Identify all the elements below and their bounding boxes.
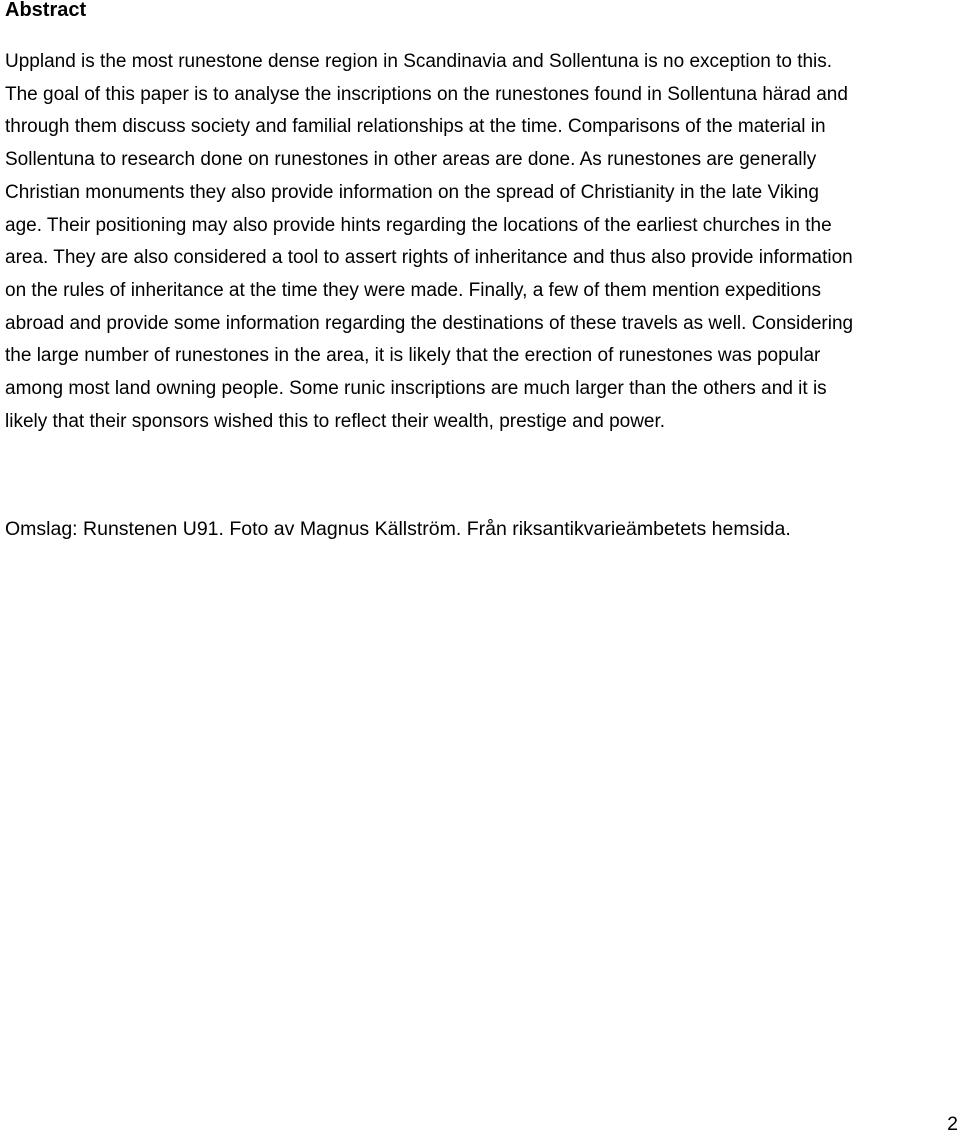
- abstract-line: the large number of runestones in the area, it is likely that the erection of runestones was popular: [5, 345, 821, 367]
- page-number: 2: [947, 1113, 958, 1135]
- abstract-line: The goal of this paper is to analyse the inscriptions on the runestones found in Sollentuna härad and: [5, 83, 848, 105]
- abstract-paragraph: [5, 46, 957, 438]
- abstract-line: on the rules of inheritance at the time they were made. Finally, a few of them mention expeditions: [5, 279, 822, 301]
- abstract-line: age. Their positioning may also provide hints regarding the locations of the earliest churches in the: [5, 214, 832, 236]
- abstract-line: among most land owning people. Some runic inscriptions are much larger than the others and it is: [5, 378, 827, 400]
- section-heading: Abstract: [5, 0, 87, 21]
- cover-caption: Omslag: Runstenen U91. Foto av Magnus Källström. Från riksantikvarieämbetets hemsida.: [5, 518, 791, 540]
- abstract-line: Uppland is the most runestone dense region in Scandinavia and Sollentuna is no exception to this.: [5, 51, 833, 72]
- abstract-line: abroad and provide some information regarding the destinations of these travels as well. Considering: [5, 312, 854, 334]
- abstract-line: likely that their sponsors wished this to reflect their wealth, prestige and power.: [5, 410, 666, 432]
- abstract-line: area. They are also considered a tool to assert rights of inheritance and thus also provide information: [5, 247, 853, 269]
- abstract-line: Sollentuna to research done on runestones in other areas are done. As runestones are generally: [5, 149, 817, 171]
- abstract-line: Christian monuments they also provide information on the spread of Christianity in the late Viking: [5, 181, 819, 203]
- abstract-line: through them discuss society and familial relationships at the time. Comparisons of the material in: [5, 116, 826, 138]
